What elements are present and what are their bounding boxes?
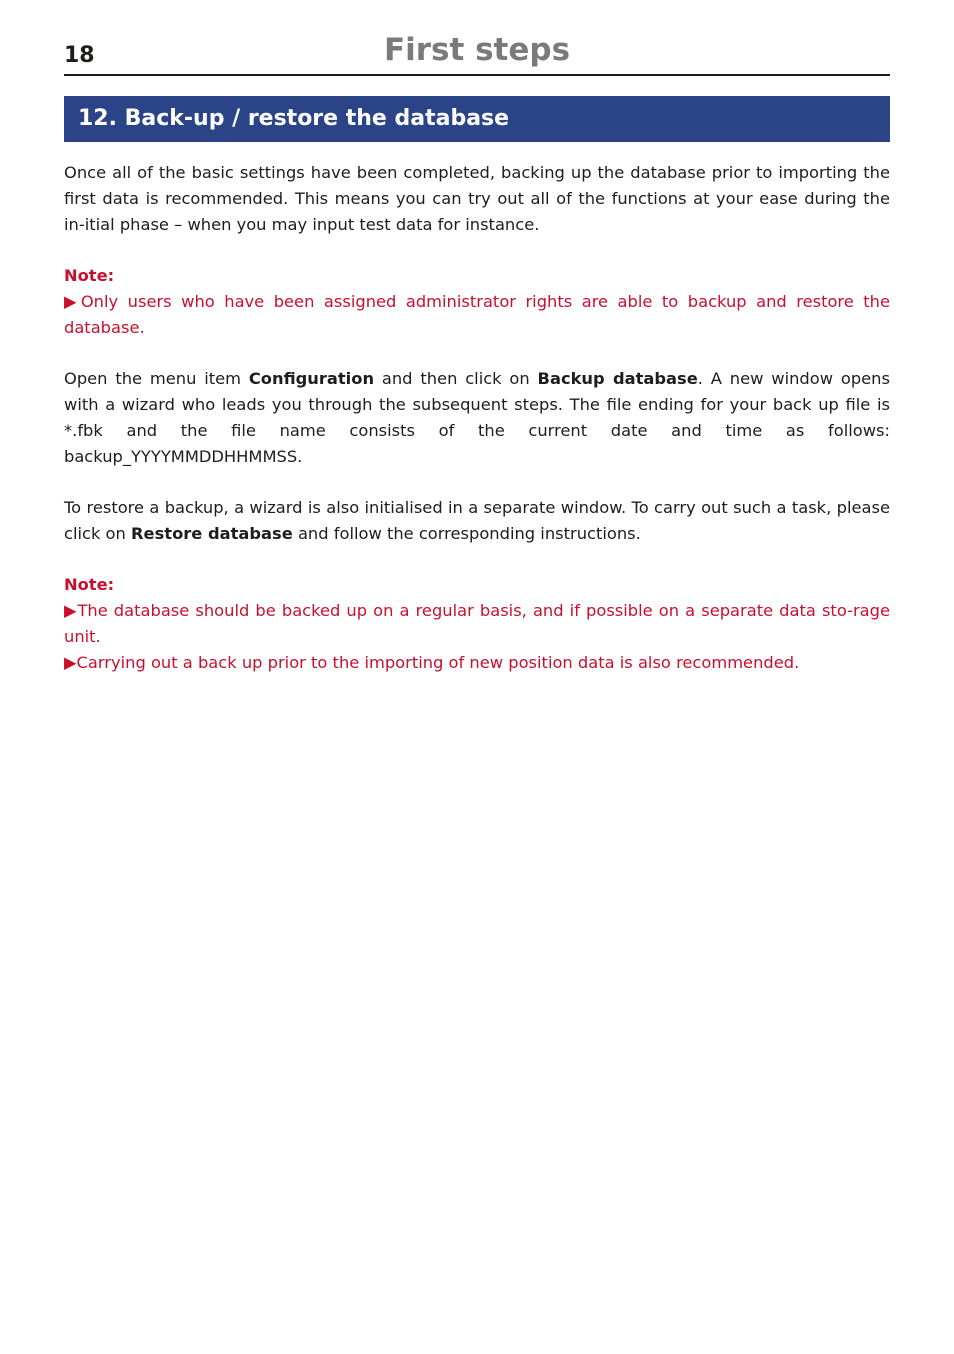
section-title: 12. Back-up / restore the database	[78, 106, 510, 131]
chapter-title: First steps	[383, 32, 571, 68]
restore-paragraph	[64, 495, 890, 547]
restore-text-1: To restore a backup, a wizard is also initialised in a separate window. To carry out such a task, please click on	[64, 498, 890, 543]
backup-paragraph	[64, 366, 890, 470]
page-content	[64, 160, 890, 676]
backup-text-2: and then click on	[374, 369, 538, 388]
note-item	[64, 289, 890, 341]
note-item	[64, 650, 890, 676]
page-number: 18	[64, 43, 95, 68]
triangle-bullet-icon: ▶	[64, 653, 77, 672]
backup-database-term: Backup database	[537, 369, 698, 388]
note-label: Note:	[64, 266, 115, 285]
intro-paragraph: Once all of the basic settings have been completed, backing up the database prior to importing the first data is recommended. This means you can try out all of the functions at your ease during the in-itial phase – when you may input test data for instance.	[64, 163, 890, 234]
backup-text-3: . A new window opens with a wizard who leads you through the subsequent steps. The file ending for your back up file is *.fbk and the file name consists of the current date and time as follows: backup_YYYYMMDDHHMMSS.	[64, 369, 890, 466]
note-text: Only users who have been assigned administrator rights are able to backup and restore the database.	[64, 292, 890, 337]
note-text: The database should be backed up on a regular basis, and if possible on a separate data sto-rage unit.	[64, 601, 890, 646]
note-item	[64, 598, 890, 650]
triangle-bullet-icon: ▶	[64, 292, 81, 311]
page-header	[64, 30, 890, 76]
note-label: Note:	[64, 575, 115, 594]
triangle-bullet-icon: ▶	[64, 601, 78, 620]
restore-text-2: and follow the corresponding instructions.	[292, 524, 641, 543]
note-text: Carrying out a back up prior to the importing of new position data is also recommended.	[76, 653, 800, 672]
backup-text-1: Open the menu item	[64, 369, 249, 388]
section-heading-bar	[64, 96, 890, 142]
configuration-menu-term: Configuration	[248, 369, 375, 388]
restore-database-term: Restore database	[131, 524, 293, 543]
